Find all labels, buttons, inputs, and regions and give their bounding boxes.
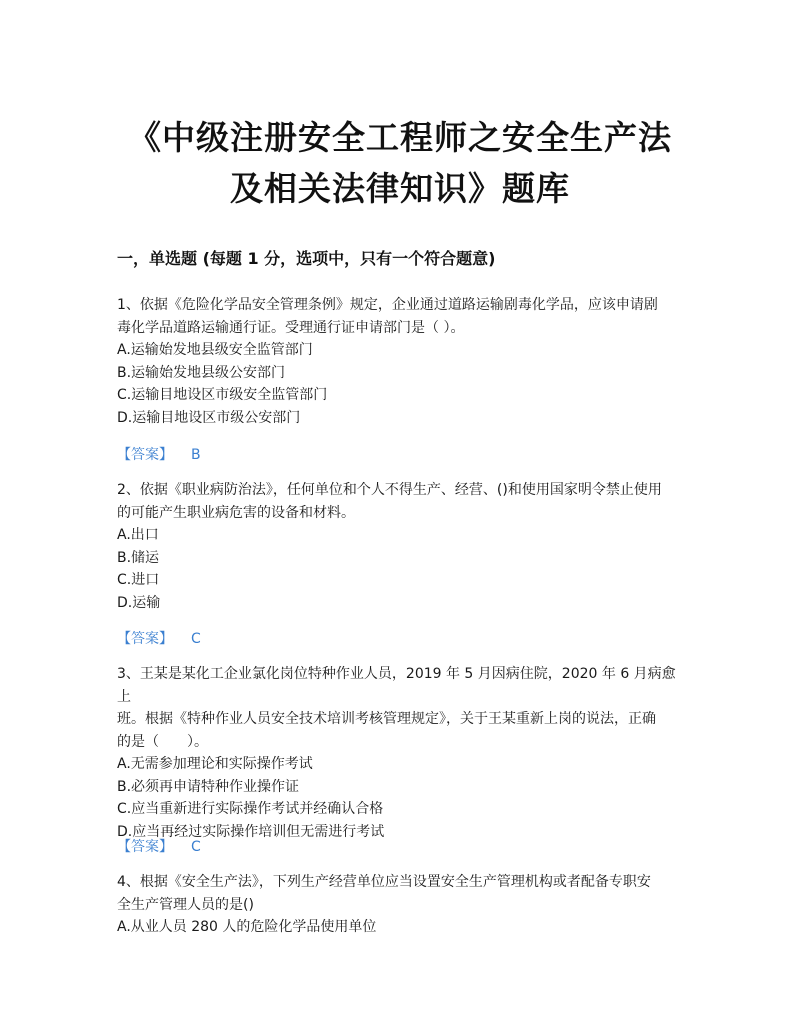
- answer-label: 【答案】: [117, 631, 173, 647]
- question-3: [117, 663, 687, 843]
- option-c: C.应当重新进行实际操作考试并经确认合格: [117, 801, 384, 817]
- question-2: [117, 479, 687, 614]
- section-heading: 一，单选题 (每题 1 分，选项中，只有一个符合题意): [117, 249, 496, 268]
- question-stem-line: 班。根据《特种作业人员安全技术培训考核管理规定》，关于王某重新上岗的说法，正确: [117, 711, 656, 727]
- question-stem-line: 毒化学品道路运输通行证。受理通行证申请部门是（ ）。: [117, 319, 465, 336]
- option-d: D.运输目地设区市级公安部门: [117, 409, 301, 426]
- answer-label: 【答案】: [117, 839, 173, 855]
- document-title-line2: 及相关法律知识》题库: [230, 169, 570, 208]
- option-d: D.运输: [117, 594, 161, 611]
- answer-3: [117, 836, 201, 856]
- answer-2: [117, 628, 201, 648]
- question-stem-line: 全生产管理人员的是(): [117, 896, 254, 913]
- answer-value: C: [191, 631, 201, 647]
- question-stem-line: 的可能产生职业病危害的设备和材料。: [117, 504, 355, 521]
- question-4: [117, 871, 687, 939]
- answer-value: C: [191, 839, 201, 855]
- question-stem-line: 4、根据《安全生产法》，下列生产经营单位应当设置安全生产管理机构或者配备专职安: [117, 874, 651, 890]
- option-a: A.无需参加理论和实际操作考试: [117, 756, 313, 772]
- option-a: A.从业人员 280 人的危险化学品使用单位: [117, 919, 377, 935]
- option-b: B.运输始发地县级公安部门: [117, 364, 286, 381]
- document-title-line1: 《中级注册安全工程师之安全生产法: [128, 118, 672, 157]
- answer-value: B: [191, 447, 201, 463]
- option-b: B.必须再申请特种作业操作证: [117, 778, 300, 795]
- option-a: A.运输始发地县级安全监管部门: [117, 342, 313, 358]
- question-stem-line: 3、王某是某化工企业氯化岗位特种作业人员，2019 年 5 月因病住院，2020 年 6 月病愈上: [117, 666, 676, 705]
- option-b: B.储运: [117, 549, 160, 566]
- question-1: [117, 294, 687, 429]
- question-stem-line: 1、依据《危险化学品安全管理条例》规定，企业通过道路运输剧毒化学品，应该申请剧: [117, 297, 658, 313]
- option-c: C.运输目地设区市级安全监管部门: [117, 387, 328, 403]
- option-a: A.出口: [117, 527, 159, 543]
- question-stem-line: 的是（ ）。: [117, 733, 208, 750]
- question-stem-line: 2、依据《职业病防治法》，任何单位和个人不得生产、经营、()和使用国家明令禁止使用: [117, 482, 662, 498]
- answer-label: 【答案】: [117, 447, 173, 463]
- option-c: C.进口: [117, 572, 160, 588]
- answer-1: [117, 444, 201, 464]
- option-d: D.应当再经过实际操作培训但无需进行考试: [117, 823, 385, 840]
